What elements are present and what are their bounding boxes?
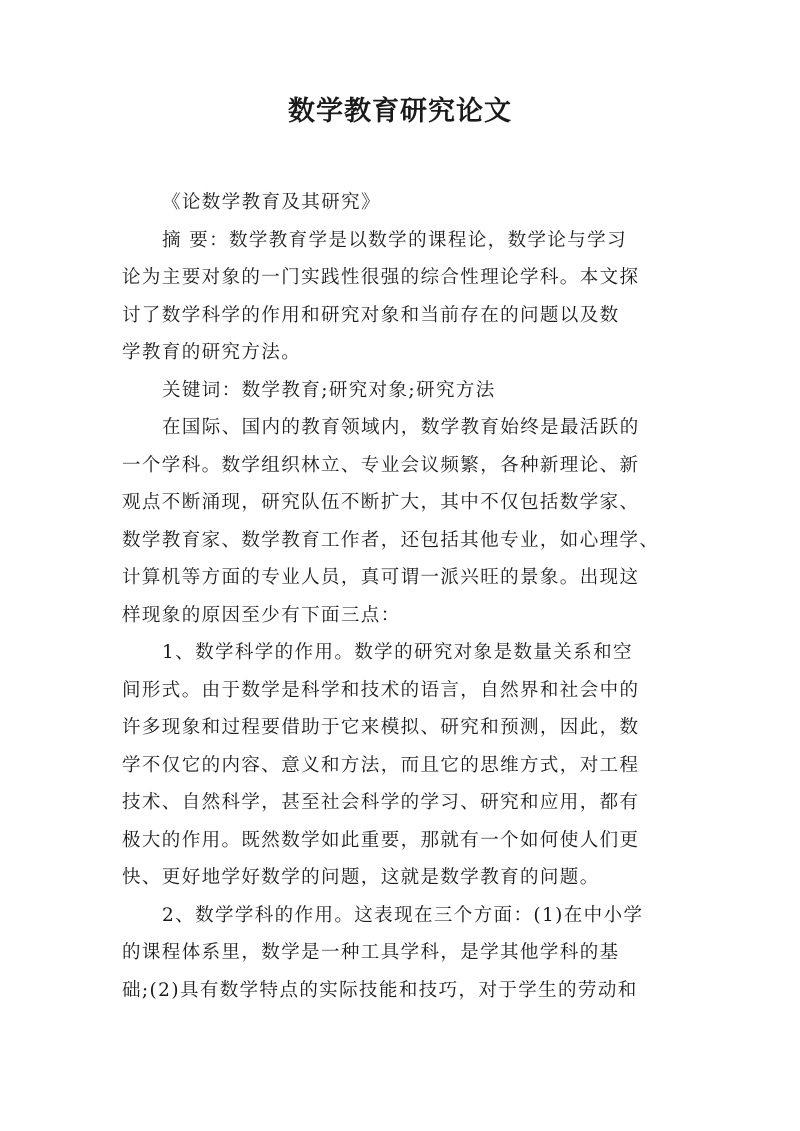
text-line: 许多现象和过程要借助于它来模拟、研究和预测，因此，数	[122, 717, 640, 738]
text-line: 在国际、国内的教育领域内，数学教育始终是最活跃的	[162, 417, 640, 438]
text-line: 关键词：数学教育;研究对象;研究方法	[162, 379, 496, 401]
text-line: 学不仅它的内容、意义和方法，而且它的思维方式，对工程	[122, 754, 640, 776]
text-line: 技术、自然科学，甚至社会科学的学习、研究和应用，都有	[122, 792, 640, 813]
text-line: 观点不断涌现，研究队伍不断扩大，其中不仅包括数学家、	[122, 492, 640, 513]
text-line: 论为主要对象的一门实践性很强的综合性理论学科。本文探	[122, 267, 640, 288]
document-title: 数学教育研究论文	[288, 96, 512, 127]
text-line: 间形式。由于数学是科学和技术的语言，自然界和社会中的	[122, 679, 640, 701]
text-line: 《论数学教育及其研究》	[162, 192, 381, 213]
text-line: 摘 要：数学教育学是以数学的课程论，数学论与学习	[162, 229, 627, 251]
text-line: 快、更好地学好数学的问题，这就是数学教育的问题。	[122, 867, 600, 888]
text-line: 础;(2)具有数学特点的实际技能和技巧，对于学生的劳动和	[122, 979, 638, 1001]
document-body	[122, 184, 682, 1009]
text-line: 一个学科。数学组织林立、专业会议频繁，各种新理论、新	[122, 454, 640, 476]
text-line: 的课程体系里，数学是一种工具学科，是学其他学科的基	[122, 942, 620, 963]
text-line: 样现象的原因至少有下面三点：	[122, 604, 401, 626]
text-line: 学教育的研究方法。	[122, 342, 302, 363]
text-line: 数学教育家、数学教育工作者，还包括其他专业，如心理学、	[122, 529, 660, 551]
text-line: 计算机等方面的专业人员，真可谓一派兴旺的景象。出现这	[122, 567, 640, 588]
text-line: 1、数学科学的作用。数学的研究对象是数量关系和空	[162, 642, 633, 663]
text-line: 极大的作用。既然数学如此重要，那就有一个如何使人们更	[122, 829, 640, 851]
text-line: 讨了数学科学的作用和研究对象和当前存在的问题以及数	[122, 304, 620, 326]
text-line: 2、数学学科的作用。这表现在三个方面：(1)在中小学	[162, 904, 644, 926]
